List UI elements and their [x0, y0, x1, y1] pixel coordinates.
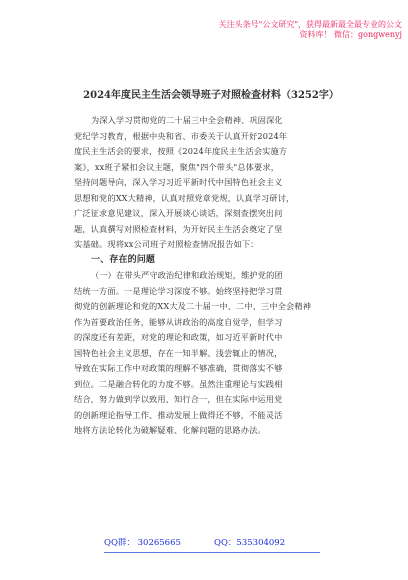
section-line: （一）在带头严守政治纪律和政治规矩，维护党的团: [91, 270, 283, 280]
section-line: 结统一方面。一是理论学习深度不够。始终坚持把学习贯: [74, 285, 283, 296]
header-promo-text: 关注头条号"公文研究"，获得最新最全最专业的公文资料库！ 微信：gongwenyj: [218, 20, 402, 39]
section-line: 的创新理论指导工作、推动发展上做得还不够，不能灵活: [74, 409, 283, 420]
paragraph-line: 党纪学习教育，根据中央和省、市委关于认真开好2024年: [74, 130, 288, 141]
section-line: 国特色社会主义思想，存在一知半解、浅尝辄止的情况，: [74, 347, 283, 358]
paragraph-line: 案》，xx班子紧扣会议主题，聚焦"四个带头"总体要求，: [74, 161, 280, 172]
paragraph-line: 度民主生活会的要求，按照《2024年度民主生活会实施方: [74, 146, 288, 156]
paragraph-line: 坚持问题导向，深入学习习近平新时代中国特色社会主义: [74, 177, 283, 187]
footer-qq-group: QQ群： 30265665: [104, 538, 181, 548]
section-line: 结合，努力做到学以致用、知行合一，但在实际中运用党: [74, 394, 283, 404]
paragraph-line: 广泛征求意见建议，深入开展谈心谈话，深刻查摆突出问: [74, 208, 283, 218]
header-promo: [214, 10, 402, 40]
section-line: 的深度还有差距，对党的理论和政策，如习近平新时代中: [74, 332, 283, 342]
footer-contact: [104, 536, 324, 550]
section-line: 地将方法论转化为破解疑难、化解问题的思路办法。: [74, 425, 266, 435]
section-line: 彻党的创新理论和党的XX大及二十届一中、二中、三中全会精神: [74, 301, 312, 311]
footer-qq: QQ：535304092: [214, 538, 286, 548]
paragraph-line: 为深入学习贯彻党的二十届三中全会精神、巩固深化: [91, 115, 283, 125]
section-line: 作为首要政治任务，能够从讲政治的高度自觉学，但学习: [74, 316, 283, 327]
section-line: 导致在实际工作中对政策的理解不够准确，贯彻落实不够: [74, 363, 283, 373]
paragraph-line: 实基础。现将xx公司班子对照检查情况报告如下：: [74, 239, 259, 249]
footer-divider: [104, 552, 320, 553]
document-title: 2024年度民主生活会领导班子对照检查材料（3252字）: [83, 90, 339, 101]
section-line: 到位。二是融合转化的力度不够。虽然注重理论与实践相: [74, 378, 283, 389]
document-body: [74, 113, 341, 439]
section-heading: 一、存在的问题: [91, 254, 156, 265]
paragraph-line: 思想和党的XX大精神，认真对照党章党规，认真学习研讨，: [74, 192, 295, 203]
paragraph-line: 题，认真撰写对照检查材料，为开好民主生活会奠定了坚: [74, 223, 283, 234]
